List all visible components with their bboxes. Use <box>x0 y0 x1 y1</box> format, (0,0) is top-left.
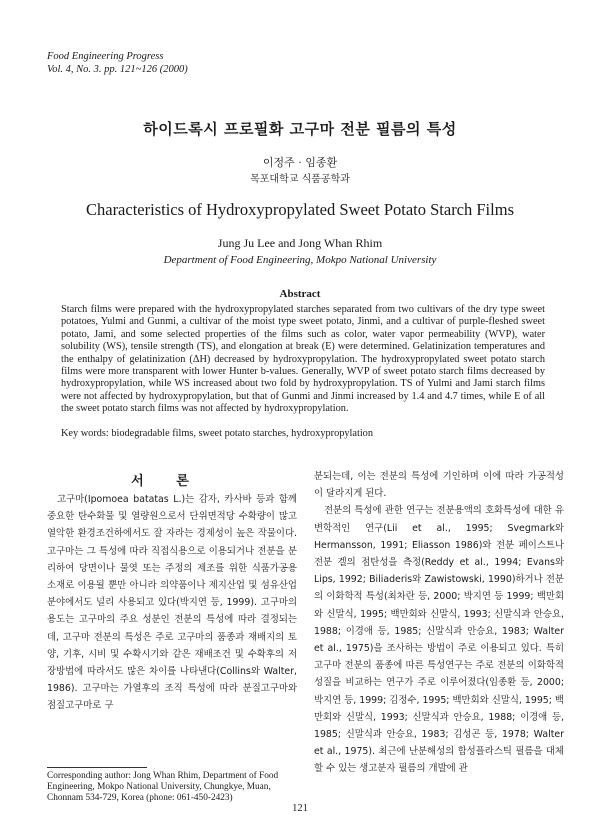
right-column-paragraph-2: 전분의 특성에 관한 연구는 전분용액의 호화특성에 대한 유변학적인 연구(Lii et al., 1995; Svegmark와 Hermansson, 1991; Eliasson 1986)와 전분 페이스트나 전분 겔의 점탄성을 측정(Reddy et al., 1994; Evans와 Lips, 1992; Biliaderis와 Zawistowski, 1990)하거나 전분의 이화학적 특성(최차란 등, 2000; 박지연 등 1999; 백만회와 신말식, 1995; 백만회와 신말식, 1993; 신말식과 안승요, 1988; 이경애 등, 1985; 신말식과 안승요, 1983; Walter et al., 1975)을 조사하는 방법이 주로 이용되고 있다. 특히 고구마 전분의 품종에 따른 특성연구는 주로 전분의 이화학적 성질을 비교하는 연구가 주로 이루어졌다(임종환 등, 2000; 박지연 등, 1999; 김정수, 1995; 백만회와 신말식, 1995; 백만회와 신말식, 1993; 신말식과 안승요, 1988; 이경애 등, 1985; 신말식과 안승요, 1983; 김성곤 등, 1978; Walter et al., 1975). 최근에 난분해성의 합성플라스틱 필름을 대체할 수 있는 생고분자 필름의 개발에 관 <box>314 505 564 775</box>
corresponding-author-footnote: Corresponding author: Jong Whan Rhim, Department of Food Engineering, Mokpo National University, Chungkye, Muan, Chonnam 534-729, Korea (phone: 061-450-2423) <box>47 771 279 804</box>
journal-issue: Vol. 4, No. 3. pp. 121~126 (2000) <box>47 64 188 75</box>
english-department: Department of Food Engineering, Mokpo National University <box>163 254 437 266</box>
abstract-body: Starch films were prepared with the hydroxypropylated starches separated from two cultivars of the dry type sweet potatoes, Yulmi and Gunmi, a cultivar of the moist type sweet potato, Jinmi, and a cultivar of purple-fleshed sweet potato, Jami, and some selected properties of the films such as color, water vapor permeability (WVP), water solubility (WS), tensile strength (TS), and elongation at break (E) were determined. Gelatinization temperatures and the enthalpy of gelatinization (ΔH) decreased by hydroxypropylation. The hydroxypropylated sweet potato starch films were more transparent with lower Hunter b-values. Generally, WVP of sweet potato starch films decreased by hydroxypropylation, while WS increased about two fold by hydroxypropylation. TS of Yulmi and Jami starch films were not affected by hydroxypropylation, but that of Gunmi and Jinmi increased by 1.4 and 4.7 times, while E of all the sweet potato starch films was not affected by hydroxypropylation. <box>61 304 545 415</box>
right-column-paragraph-1: 분되는데, 이는 전분의 특성에 기인하며 이에 따라 가공적성이 달라지게 된다. <box>314 471 564 500</box>
abstract-heading: Abstract <box>279 288 321 300</box>
english-title: Characteristics of Hydroxypropylated Sweet Potato Starch Films <box>85 200 514 219</box>
left-column-paragraph: 고구마(Ipomoea batatas L.)는 감자, 카사바 등과 함께 중요한 탄수화물 및 열량원으로서 단위면적당 수확량이 많고 열악한 환경조건하에서도 잘 자라는 경제성이 높은 작물이다. 고구마는 그 특성에 따라 직접식용으로 이용되거나 전분을 분리하여 당면이나 물엿 또는 주정의 제조를 위한 식품가공용 소재로 이용될 뿐만 아니라 의약품이나 제지산업 및 섬유산업 분야에서도 널리 사용되고 있다(박지연 등, 1999). 고구마의 용도는 고구마의 주요 성분인 전분의 특성에 따라 결정되는데, 고구마 전분의 특성은 주로 고구마의 품종과 재배지의 토양, 기후, 시비 및 수확시기와 같은 재배조건 및 수확후의 저장방법에 따라서도 많은 차이를 나타낸다(Collins와 Walter, 1986). 고구마는 가열후의 조직 특성에 따라 분질고구마와 점질고구마로 구 <box>47 494 297 712</box>
keywords-line: Key words: biodegradable films, sweet potato starches, hydroxypropylation <box>61 428 373 439</box>
footnote-rule <box>47 767 147 768</box>
page-number: 121 <box>292 803 308 814</box>
section-heading-introduction: 서 론 <box>131 474 203 489</box>
right-column <box>314 468 564 778</box>
left-column <box>47 491 297 715</box>
korean-authors: 이정주 · 임종환 <box>262 156 338 169</box>
korean-affiliation: 목포대학교 식품공학과 <box>250 174 350 185</box>
korean-title: 하이드록시 프로필화 고구마 전분 필름의 특성 <box>143 120 457 138</box>
journal-name: Food Engineering Progress <box>47 51 164 62</box>
english-authors: Jung Ju Lee and Jong Whan Rhim <box>217 236 383 250</box>
journal-header <box>47 50 188 76</box>
